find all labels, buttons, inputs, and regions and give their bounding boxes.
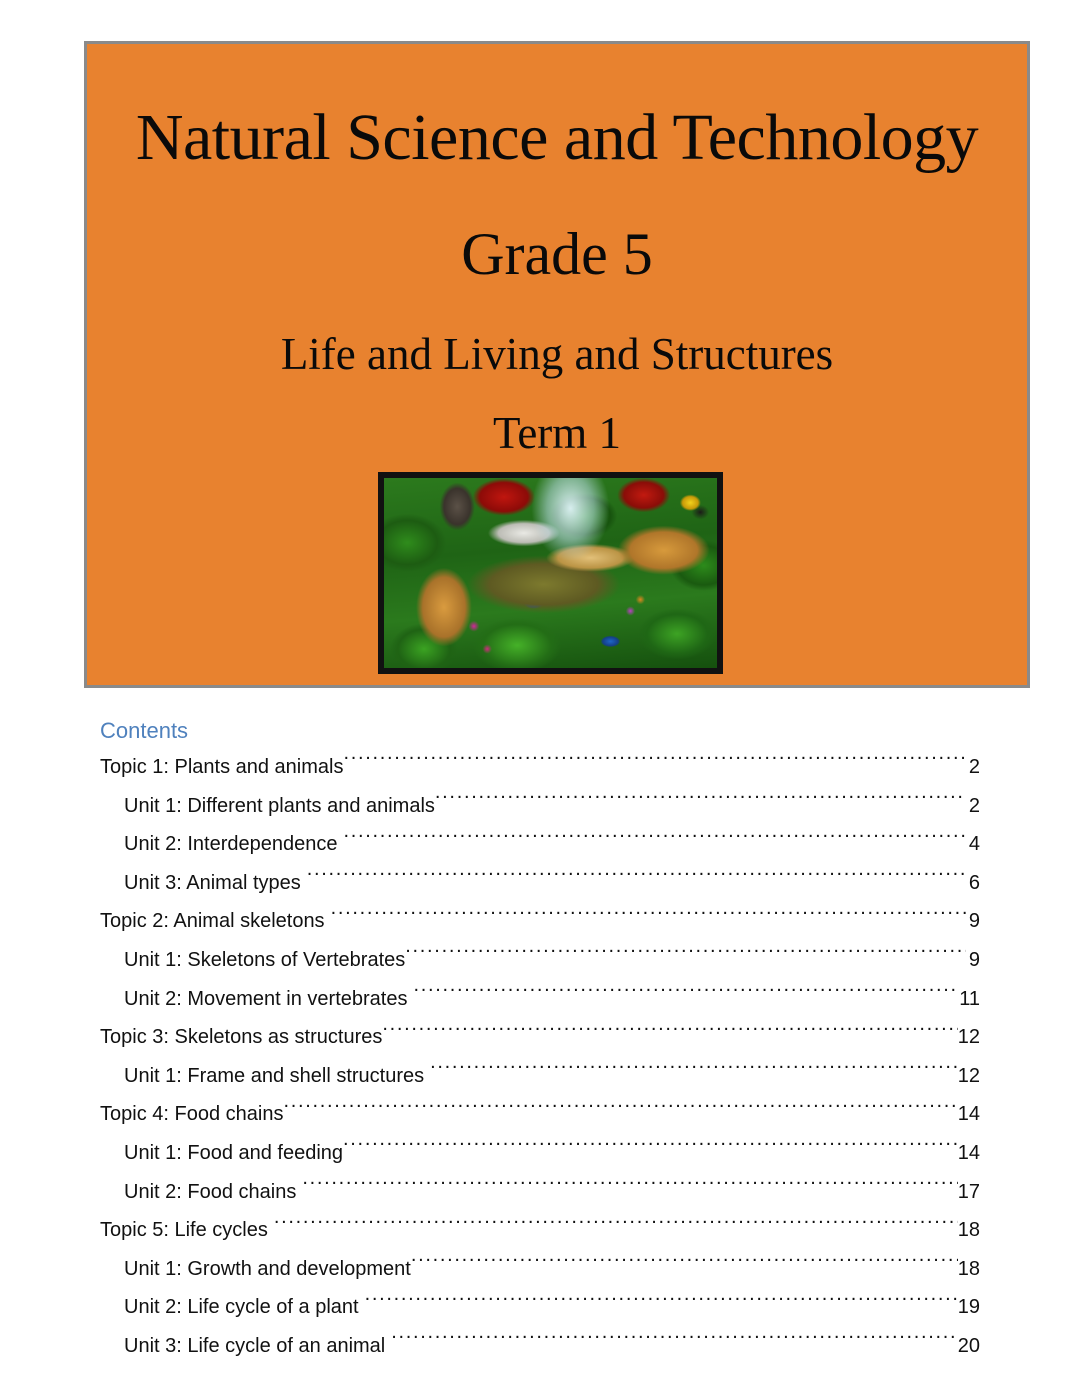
toc-entry-page-number: 11 bbox=[959, 987, 980, 1010]
toc-entry-label: Topic 2: Animal skeletons bbox=[100, 910, 325, 933]
toc-entry[interactable] bbox=[100, 1095, 980, 1134]
toc-dot-leader bbox=[302, 1178, 957, 1198]
cover-term-subtitle: Term 1 bbox=[492, 408, 622, 458]
toc-entry-label: Unit 2: Life cycle of a plant bbox=[124, 1296, 359, 1319]
toc-entry-label: Unit 1: Food and feeding bbox=[124, 1141, 344, 1164]
toc-entry-label: Topic 3: Skeletons as structures bbox=[100, 1026, 383, 1049]
toc-entry[interactable] bbox=[100, 1288, 980, 1327]
toc-dot-leader bbox=[331, 907, 966, 927]
toc-entry[interactable] bbox=[100, 902, 980, 941]
toc-dot-leader bbox=[391, 1332, 958, 1352]
toc-entry-page-number: 20 bbox=[957, 1334, 980, 1357]
toc-entry[interactable] bbox=[100, 1018, 980, 1057]
toc-entry-page-number: 18 bbox=[957, 1257, 980, 1280]
toc-entry-label: Unit 2: Movement in vertebrates bbox=[124, 987, 408, 1010]
toc-dot-leader bbox=[344, 830, 967, 850]
toc-entry-page-number: 14 bbox=[957, 1141, 980, 1164]
toc-entry-label: Topic 5: Life cycles bbox=[100, 1219, 268, 1242]
cover-grade-subtitle: Grade 5 bbox=[461, 221, 653, 287]
toc-dot-leader bbox=[413, 985, 959, 1005]
toc-dot-leader bbox=[411, 1255, 958, 1275]
toc-entry[interactable] bbox=[100, 941, 980, 980]
table-of-contents bbox=[100, 718, 980, 1366]
toc-entry-label: Unit 3: Life cycle of an animal bbox=[124, 1334, 386, 1357]
toc-entry[interactable] bbox=[100, 1173, 980, 1212]
toc-entry-label: Unit 1: Different plants and animals bbox=[124, 794, 435, 817]
toc-entry[interactable] bbox=[100, 748, 980, 787]
toc-dot-leader bbox=[382, 1023, 957, 1043]
toc-entry-label: Unit 1: Skeletons of Vertebrates bbox=[124, 948, 406, 971]
toc-entry[interactable] bbox=[100, 1250, 980, 1289]
cover-main-title: Natural Science and Technology bbox=[135, 101, 979, 174]
toc-entry[interactable] bbox=[100, 864, 980, 903]
toc-entry[interactable] bbox=[100, 1134, 980, 1173]
toc-entry-page-number: 12 bbox=[957, 1026, 980, 1049]
toc-entry-label: Unit 2: Food chains bbox=[124, 1180, 297, 1203]
toc-entry[interactable] bbox=[100, 980, 980, 1019]
toc-entry-label: Unit 1: Growth and development bbox=[124, 1257, 411, 1280]
toc-dot-leader bbox=[435, 792, 966, 812]
toc-dot-leader bbox=[343, 1139, 958, 1159]
toc-dot-leader bbox=[307, 869, 966, 889]
toc-entry-page-number: 18 bbox=[957, 1219, 980, 1242]
toc-entry-page-number: 6 bbox=[968, 871, 980, 894]
toc-entry-page-number: 2 bbox=[968, 756, 980, 778]
toc-entry[interactable] bbox=[100, 825, 980, 864]
toc-entry-page-number: 12 bbox=[957, 1064, 980, 1087]
toc-dot-leader bbox=[405, 946, 966, 966]
jungle-animals-illustration bbox=[384, 478, 717, 668]
toc-entry-label: Topic 4: Food chains bbox=[100, 1103, 284, 1126]
toc-entry-page-number: 2 bbox=[968, 794, 980, 817]
toc-dot-leader bbox=[343, 753, 966, 773]
toc-entry-page-number: 14 bbox=[957, 1103, 980, 1126]
cover-image-frame bbox=[378, 472, 723, 674]
toc-dot-leader bbox=[365, 1293, 958, 1313]
toc-entry-label: Unit 3: Animal types bbox=[124, 871, 301, 894]
contents-heading: Contents bbox=[100, 718, 189, 743]
toc-list bbox=[100, 748, 980, 1366]
cover-strand-subtitle: Life and Living and Structures bbox=[280, 329, 834, 379]
toc-entry[interactable] bbox=[100, 1327, 980, 1366]
cover-block bbox=[84, 41, 1030, 688]
toc-entry[interactable] bbox=[100, 787, 980, 826]
toc-entry[interactable] bbox=[100, 1057, 980, 1096]
toc-entry[interactable] bbox=[100, 1211, 980, 1250]
toc-entry-page-number: 4 bbox=[968, 833, 980, 856]
toc-entry-page-number: 9 bbox=[968, 910, 980, 933]
toc-entry-label: Topic 1: Plants and animals bbox=[100, 756, 344, 778]
toc-entry-label: Unit 1: Frame and shell structures bbox=[124, 1064, 425, 1087]
toc-dot-leader bbox=[430, 1062, 958, 1082]
toc-entry-label: Unit 2: Interdependence bbox=[124, 833, 338, 856]
toc-dot-leader bbox=[283, 1100, 957, 1120]
toc-entry-page-number: 19 bbox=[957, 1296, 980, 1319]
toc-dot-leader bbox=[274, 1216, 958, 1236]
toc-entry-page-number: 9 bbox=[968, 948, 980, 971]
toc-entry-page-number: 17 bbox=[957, 1180, 980, 1203]
